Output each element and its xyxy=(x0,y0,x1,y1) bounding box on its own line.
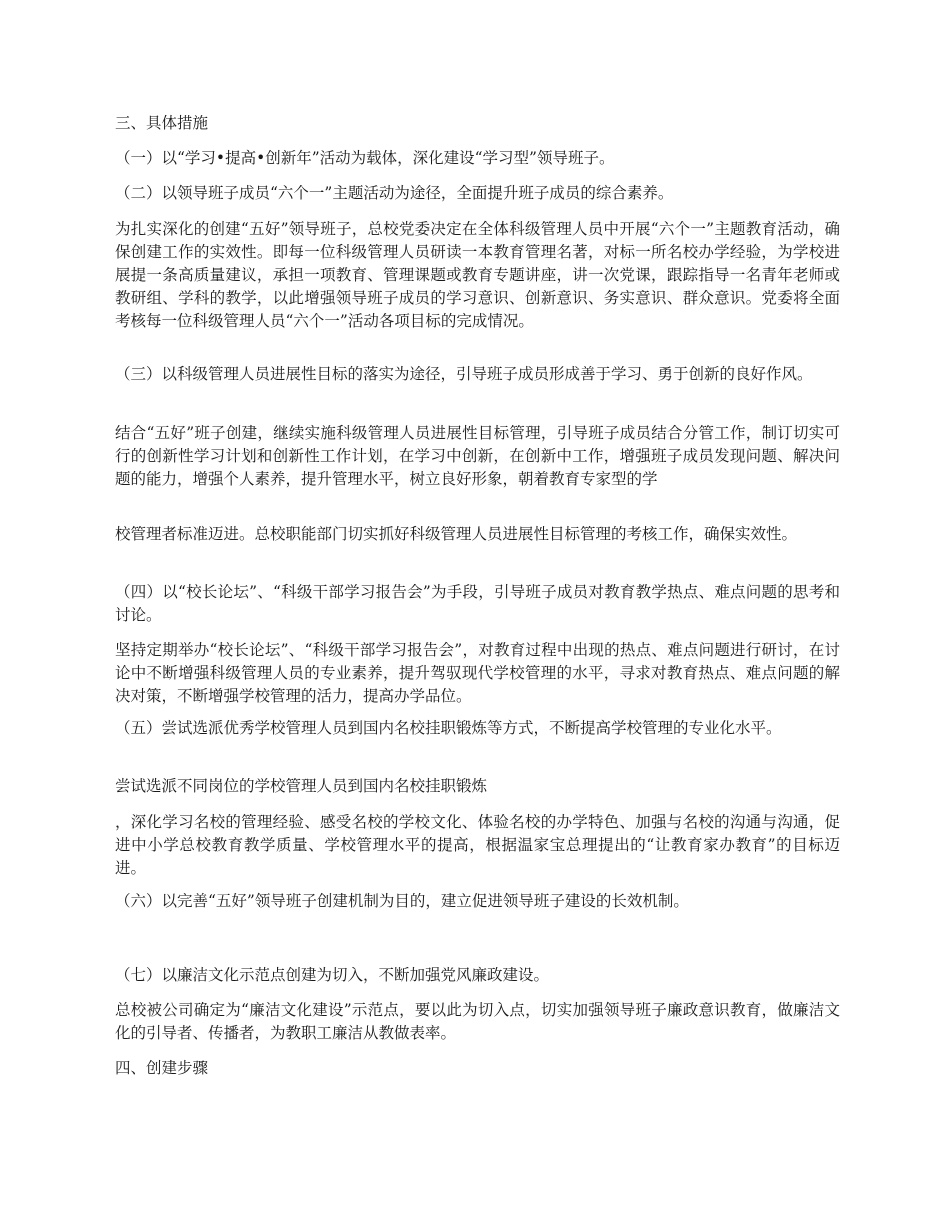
measure-7-body: 总校被公司确定为“廉洁文化建设”示范点，要以此为切入点，切实加强领导班子廉政意识教育，做廉洁文化的引导者、传播者，为教职工廉洁从教做表率。 xyxy=(115,1001,840,1042)
measure-7-heading: （七）以廉洁文化示范点创建为切入，不断加强党风廉政建设。 xyxy=(115,966,550,984)
measure-3-body-part1: 结合“五好”班子创建，继续实施科级管理人员进展性目标管理，引导班子成员结合分管工作，制订切实可行的创新性学习计划和创新性工作计划，在学习中创新，在创新中工作，增强班子成员发现问题、解决问题的能力，增强个人素养，提升管理水平，树立良好形象，朝着教育专家型的学 xyxy=(115,424,840,488)
measure-6-heading: （六）以完善“五好”领导班子创建机制为目的，建立促进领导班子建设的长效机制。 xyxy=(115,892,689,910)
measure-5-body-part2: ，深化学习名校的管理经验、感受名校的学校文化、体验名校的办学特色、加强与名校的沟通与沟通，促进中小学总校教育教学质量、学校管理水平的提高，根据温家宝总理提出的“让教育家办教育”的目标迈进。 xyxy=(115,813,840,877)
measure-3-heading: （三）以科级管理人员进展性目标的落实为途径，引导班子成员形成善于学习、勇于创新的良好作风。 xyxy=(115,365,813,383)
measure-2-heading: （二）以领导班子成员“六个一”主题活动为途径，全面提升班子成员的综合素养。 xyxy=(115,184,674,202)
measure-1-heading: （一）以“学习•提高•创新年”活动为载体，深化建设“学习型”领导班子。 xyxy=(115,149,615,167)
measure-4-body: 坚持定期举办“校长论坛”、“科级干部学习报告会”，对教育过程中出现的热点、难点问题进行研讨，在讨论中不断增强科级管理人员的专业素养，提升驾驭现代学校管理的水平，寻求对教育热点、难点问题的解决对策，不断增强学校管理的活力，提高办学品位。 xyxy=(115,641,840,705)
section-heading-3: 三、具体措施 xyxy=(115,114,209,132)
measure-3-body-part2: 校管理者标准迈进。总校职能部门切实抓好科级管理人员进展性目标管理的考核工作，确保实效性。 xyxy=(115,525,798,543)
measure-5-heading: （五）尝试选派优秀学校管理人员到国内名校挂职锻炼等方式，不断提高学校管理的专业化水平。 xyxy=(115,719,782,737)
measure-2-body: 为扎实深化的创建“五好”领导班子，总校党委决定在全体科级管理人员中开展“六个一”主题教育活动，确保创建工作的实效性。即每一位科级管理人员研读一本教育管理名著，对标一所名校办学经验，为学校进展提一条高质量建议，承担一项教育、管理课题或教育专题讲座，讲一次党课，跟踪指导一名青年老师或教研组、学科的教学，以此增强领导班子成员的学习意识、创新意识、务实意识、群众意识。党委将全面考核每一位科级管理人员“六个一”活动各项目标的完成情况。 xyxy=(115,220,840,330)
measure-5-body-part1: 尝试选派不同岗位的学校管理人员到国内名校挂职锻炼 xyxy=(115,777,488,795)
section-heading-4: 四、创建步骤 xyxy=(115,1059,209,1077)
measure-4-heading: （四）以“校长论坛”、“科级干部学习报告会”为手段，引导班子成员对教育教学热点、难点问题的思考和讨论。 xyxy=(115,583,840,624)
